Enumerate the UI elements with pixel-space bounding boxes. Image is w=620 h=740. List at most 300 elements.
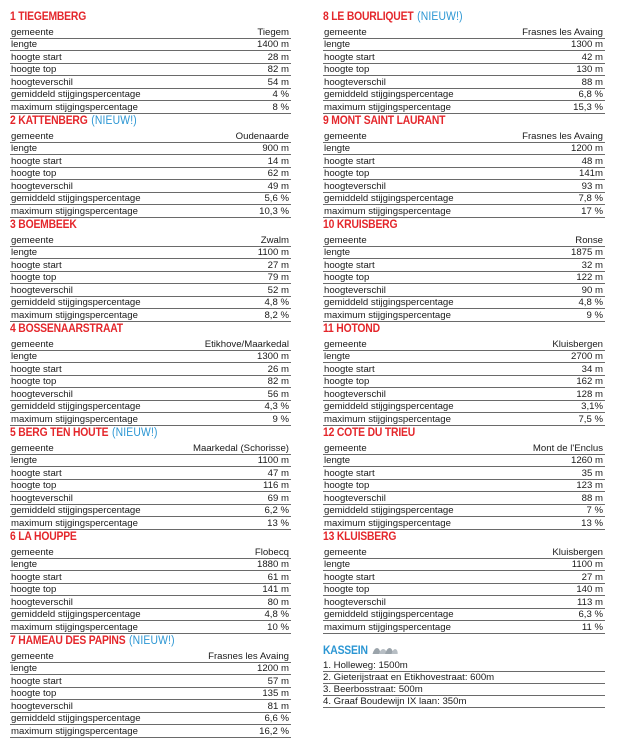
climb-name: COTE DU TRIEU bbox=[336, 427, 416, 439]
stat-label: maximum stijgingspercentage bbox=[324, 517, 451, 529]
stat-value: 8,2 % bbox=[264, 309, 289, 321]
stat-value: Ronse bbox=[575, 234, 603, 246]
stat-label: hoogteverschil bbox=[11, 284, 73, 296]
stat-label: lengte bbox=[324, 455, 351, 466]
stat-label: hoogte start bbox=[11, 51, 62, 63]
stat-row bbox=[10, 338, 291, 351]
stat-row bbox=[323, 284, 605, 297]
stat-row bbox=[323, 39, 605, 52]
climb-number: 13 bbox=[323, 531, 335, 543]
stat-row bbox=[10, 76, 291, 89]
stat-label: gemeente bbox=[11, 234, 54, 246]
stat-value: 82 m bbox=[267, 64, 289, 75]
stat-value: 10 % bbox=[267, 621, 289, 633]
stat-row bbox=[323, 193, 605, 206]
stat-value: 54 m bbox=[267, 76, 289, 88]
stat-value: Frasnes les Avaing bbox=[208, 650, 289, 662]
stat-row bbox=[323, 64, 605, 77]
stat-row bbox=[10, 492, 291, 505]
stat-row bbox=[10, 546, 291, 559]
stat-value: 15,3 % bbox=[573, 101, 603, 113]
stat-value: 16,2 % bbox=[259, 725, 289, 737]
stat-value: 1300 m bbox=[257, 351, 289, 362]
stat-value: 141m bbox=[579, 168, 603, 179]
stat-label: maximum stijgingspercentage bbox=[324, 309, 451, 321]
stat-value: 6,6 % bbox=[264, 713, 289, 724]
stat-row bbox=[10, 584, 291, 597]
stat-row bbox=[323, 259, 605, 272]
climb-name: HAMEAU DES PAPINS bbox=[18, 635, 126, 647]
stat-row bbox=[323, 351, 605, 364]
stat-label: hoogteverschil bbox=[11, 492, 73, 504]
climb-block bbox=[10, 424, 291, 528]
stat-row bbox=[10, 559, 291, 572]
climb-number: 7 bbox=[10, 635, 16, 647]
stat-value: 27 m bbox=[581, 571, 603, 583]
climb-block bbox=[10, 8, 291, 112]
climb-title bbox=[323, 424, 577, 442]
climb-number: 8 bbox=[323, 11, 329, 23]
stat-label: lengte bbox=[324, 247, 351, 258]
climb-number: 5 bbox=[10, 427, 16, 439]
stat-value: 9 % bbox=[586, 309, 603, 321]
stat-value: 2700 m bbox=[571, 351, 603, 362]
stat-label: gemiddeld stijgingspercentage bbox=[11, 713, 141, 724]
stat-label: hoogte start bbox=[324, 155, 375, 167]
climb-block bbox=[323, 528, 605, 632]
stat-row bbox=[323, 26, 605, 39]
stat-row bbox=[323, 168, 605, 181]
stat-label: hoogte start bbox=[324, 259, 375, 271]
cobblestone-icon bbox=[371, 647, 398, 655]
stat-value: 82 m bbox=[267, 376, 289, 387]
stat-label: hoogte top bbox=[11, 376, 57, 387]
stat-label: hoogte top bbox=[11, 584, 57, 595]
climb-name: TIEGEMBERG bbox=[18, 11, 87, 23]
stat-value: 81 m bbox=[267, 700, 289, 712]
stat-row bbox=[10, 467, 291, 480]
stat-value: 13 % bbox=[581, 517, 603, 529]
climb-title bbox=[10, 216, 263, 234]
stat-value: 900 m bbox=[262, 143, 289, 154]
stat-row bbox=[10, 51, 291, 64]
stat-label: hoogte start bbox=[11, 259, 62, 271]
stat-label: maximum stijgingspercentage bbox=[324, 413, 451, 425]
stat-row bbox=[10, 376, 291, 389]
stat-label: gemeente bbox=[11, 442, 54, 454]
stat-value: 11 % bbox=[581, 621, 603, 633]
climb-name: KRUISBERG bbox=[336, 219, 398, 231]
new-badge: (NIEUW!) bbox=[111, 427, 158, 439]
stat-label: hoogteverschil bbox=[324, 388, 386, 400]
stat-value: 140 m bbox=[576, 584, 603, 595]
climb-number: 6 bbox=[10, 531, 16, 543]
stat-row bbox=[10, 388, 291, 401]
climb-title bbox=[10, 424, 263, 442]
kassein-item: 3. Beerbosstraat: 500m bbox=[323, 684, 605, 696]
stat-row bbox=[10, 247, 291, 260]
stat-label: lengte bbox=[11, 247, 38, 258]
stat-value: 1260 m bbox=[571, 455, 603, 466]
stat-row bbox=[323, 180, 605, 193]
climb-name: BERG TEN HOUTE bbox=[18, 427, 109, 439]
stat-label: lengte bbox=[324, 351, 351, 362]
stat-value: 62 m bbox=[267, 168, 289, 179]
stat-row bbox=[10, 351, 291, 364]
stat-value: 80 m bbox=[267, 596, 289, 608]
stat-label: hoogteverschil bbox=[324, 284, 386, 296]
stat-label: gemiddeld stijgingspercentage bbox=[11, 505, 141, 516]
stat-label: hoogteverschil bbox=[11, 76, 73, 88]
stat-row bbox=[10, 234, 291, 247]
stat-label: hoogte top bbox=[324, 584, 370, 595]
stat-row bbox=[323, 76, 605, 89]
stat-row bbox=[10, 89, 291, 102]
stat-value: 88 m bbox=[581, 76, 603, 88]
stat-label: gemeente bbox=[11, 130, 54, 142]
stat-label: maximum stijgingspercentage bbox=[11, 309, 138, 321]
stat-label: gemiddeld stijgingspercentage bbox=[324, 89, 454, 100]
stat-label: hoogteverschil bbox=[11, 388, 73, 400]
stat-label: gemeente bbox=[324, 130, 367, 142]
stat-label: lengte bbox=[11, 39, 38, 50]
stat-value: 9 % bbox=[272, 413, 289, 425]
climb-number: 3 bbox=[10, 219, 16, 231]
right-climbs bbox=[323, 8, 605, 632]
climb-number: 11 bbox=[323, 323, 334, 335]
stat-row bbox=[323, 492, 605, 505]
stat-row bbox=[10, 155, 291, 168]
stat-row bbox=[10, 64, 291, 77]
stat-label: lengte bbox=[324, 559, 351, 570]
stat-row bbox=[323, 621, 605, 634]
stat-row bbox=[10, 193, 291, 206]
new-badge: (NIEUW!) bbox=[417, 11, 463, 23]
kassein-section bbox=[323, 642, 605, 708]
stat-value: 14 m bbox=[267, 155, 289, 167]
stat-row bbox=[323, 505, 605, 518]
stat-value: 35 m bbox=[581, 467, 603, 479]
climb-title bbox=[10, 632, 263, 650]
climb-number: 9 bbox=[323, 115, 329, 127]
stat-row bbox=[323, 143, 605, 156]
stat-row bbox=[323, 401, 605, 414]
stat-value: 135 m bbox=[262, 688, 289, 699]
stat-row bbox=[10, 725, 291, 738]
stat-label: gemeente bbox=[324, 338, 367, 350]
stat-row bbox=[323, 467, 605, 480]
stat-row bbox=[10, 363, 291, 376]
stat-row bbox=[323, 155, 605, 168]
climb-name: LA HOUPPE bbox=[18, 531, 77, 543]
stat-row bbox=[323, 89, 605, 102]
kassein-item: 4. Graaf Boudewijn IX laan: 350m bbox=[323, 696, 605, 708]
stat-row bbox=[10, 571, 291, 584]
stat-value: 17 % bbox=[581, 205, 603, 217]
stat-label: hoogte top bbox=[11, 688, 57, 699]
stat-value: 6,8 % bbox=[578, 89, 603, 100]
climb-title bbox=[10, 320, 263, 338]
stat-label: gemeente bbox=[324, 442, 367, 454]
stat-label: hoogteverschil bbox=[324, 76, 386, 88]
stat-value: 1100 m bbox=[257, 247, 289, 258]
stat-value: 6,3 % bbox=[578, 609, 603, 620]
stat-label: lengte bbox=[11, 143, 38, 154]
stat-value: 128 m bbox=[576, 388, 603, 400]
stat-label: hoogte top bbox=[11, 272, 57, 283]
climb-title bbox=[323, 8, 577, 26]
kassein-item: 1. Holleweg: 1500m bbox=[323, 660, 605, 672]
left-column bbox=[10, 8, 291, 736]
stat-value: Frasnes les Avaing bbox=[522, 130, 603, 142]
stat-label: hoogteverschil bbox=[11, 180, 73, 192]
stat-label: maximum stijgingspercentage bbox=[11, 725, 138, 737]
stat-value: 6,2 % bbox=[264, 505, 289, 516]
stat-label: maximum stijgingspercentage bbox=[324, 101, 451, 113]
stat-label: gemiddeld stijgingspercentage bbox=[11, 89, 141, 100]
stat-label: hoogte start bbox=[11, 467, 62, 479]
stat-label: hoogte start bbox=[11, 155, 62, 167]
stat-value: 4,8 % bbox=[264, 297, 289, 308]
stat-label: lengte bbox=[324, 143, 351, 154]
stat-value: 52 m bbox=[267, 284, 289, 296]
stat-value: 79 m bbox=[267, 272, 289, 283]
stat-row bbox=[323, 363, 605, 376]
stat-row bbox=[323, 584, 605, 597]
climb-title bbox=[323, 112, 577, 130]
climb-name: KLUISBERG bbox=[336, 531, 397, 543]
stat-value: 7 % bbox=[586, 505, 603, 516]
stat-row bbox=[323, 571, 605, 584]
stat-value: Mont de l'Enclus bbox=[532, 442, 603, 454]
stat-label: maximum stijgingspercentage bbox=[11, 205, 138, 217]
stat-label: hoogte start bbox=[11, 571, 62, 583]
stat-row bbox=[323, 546, 605, 559]
kassein-list bbox=[323, 660, 605, 708]
stat-label: gemeente bbox=[11, 338, 54, 350]
stat-row bbox=[10, 26, 291, 39]
stat-value: 1300 m bbox=[571, 39, 603, 50]
climb-number: 12 bbox=[323, 427, 335, 439]
stat-value: 113 m bbox=[577, 596, 603, 608]
climb-number: 4 bbox=[10, 323, 16, 335]
climb-block bbox=[323, 8, 605, 112]
stat-row bbox=[10, 401, 291, 414]
new-badge: (NIEUW!) bbox=[129, 635, 175, 647]
stat-row bbox=[10, 297, 291, 310]
stat-value: 162 m bbox=[576, 376, 603, 387]
stat-label: gemiddeld stijgingspercentage bbox=[11, 401, 141, 412]
stat-row bbox=[10, 609, 291, 622]
stat-label: hoogteverschil bbox=[324, 596, 386, 608]
climb-block bbox=[10, 632, 291, 736]
climb-block bbox=[10, 216, 291, 320]
stat-row bbox=[10, 596, 291, 609]
stat-row bbox=[10, 688, 291, 701]
stat-value: 3,1% bbox=[581, 401, 603, 412]
stat-row bbox=[10, 663, 291, 676]
stat-label: gemiddeld stijgingspercentage bbox=[324, 193, 454, 204]
stat-value: 49 m bbox=[267, 180, 289, 192]
stat-label: gemiddeld stijgingspercentage bbox=[324, 401, 454, 412]
stat-label: hoogte top bbox=[324, 480, 370, 491]
stat-label: gemeente bbox=[11, 650, 54, 662]
stat-value: 88 m bbox=[581, 492, 603, 504]
stat-label: gemiddeld stijgingspercentage bbox=[324, 297, 454, 308]
stat-label: maximum stijgingspercentage bbox=[11, 517, 138, 529]
stat-label: hoogte top bbox=[11, 480, 57, 491]
stat-value: 93 m bbox=[581, 180, 603, 192]
stat-row bbox=[323, 130, 605, 143]
stat-label: gemiddeld stijgingspercentage bbox=[11, 193, 141, 204]
stat-value: 1200 m bbox=[571, 143, 603, 154]
climb-title bbox=[323, 528, 577, 546]
stat-label: hoogte start bbox=[324, 51, 375, 63]
stat-label: hoogte top bbox=[324, 64, 370, 75]
stat-label: hoogte top bbox=[324, 376, 370, 387]
stat-row bbox=[323, 559, 605, 572]
stat-value: 69 m bbox=[267, 492, 289, 504]
stat-value: 26 m bbox=[267, 363, 289, 375]
stat-label: lengte bbox=[11, 351, 38, 362]
climb-title bbox=[323, 320, 577, 338]
stat-row bbox=[10, 700, 291, 713]
stat-value: 4,8 % bbox=[264, 609, 289, 620]
stat-row bbox=[10, 143, 291, 156]
stat-row bbox=[10, 480, 291, 493]
stat-row bbox=[323, 455, 605, 468]
stat-value: 47 m bbox=[267, 467, 289, 479]
climb-block bbox=[323, 320, 605, 424]
stat-label: gemiddeld stijgingspercentage bbox=[324, 505, 454, 516]
stat-value: 1100 m bbox=[257, 455, 289, 466]
stat-label: maximum stijgingspercentage bbox=[324, 205, 451, 217]
stat-label: hoogte start bbox=[324, 467, 375, 479]
climb-block bbox=[323, 216, 605, 320]
stat-label: lengte bbox=[11, 559, 38, 570]
stat-row bbox=[323, 480, 605, 493]
stat-value: 4,3 % bbox=[264, 401, 289, 412]
kassein-title-text: KASSEIN bbox=[323, 645, 368, 657]
stat-row bbox=[10, 713, 291, 726]
stat-label: gemeente bbox=[11, 546, 54, 558]
climb-number: 1 bbox=[10, 11, 16, 23]
climb-block bbox=[10, 320, 291, 424]
stat-value: 141 m bbox=[262, 584, 289, 595]
stat-value: 8 % bbox=[272, 101, 289, 113]
stat-value: 116 m bbox=[263, 480, 289, 491]
stat-value: 10,3 % bbox=[259, 205, 289, 217]
stat-value: 4 % bbox=[272, 89, 289, 100]
stat-value: Etikhove/Maarkedal bbox=[204, 338, 289, 350]
stat-row bbox=[323, 247, 605, 260]
stat-row bbox=[10, 675, 291, 688]
stat-label: hoogte top bbox=[324, 168, 370, 179]
stat-value: 130 m bbox=[576, 64, 603, 75]
stat-label: gemiddeld stijgingspercentage bbox=[11, 297, 141, 308]
stat-value: 123 m bbox=[576, 480, 603, 491]
climb-title bbox=[323, 216, 577, 234]
climb-title bbox=[10, 528, 263, 546]
stat-value: 1100 m bbox=[571, 559, 603, 570]
stat-value: 13 % bbox=[267, 517, 289, 529]
stat-label: hoogte start bbox=[324, 363, 375, 375]
stat-value: 42 m bbox=[581, 51, 603, 63]
stat-row bbox=[323, 609, 605, 622]
stat-value: 4,8 % bbox=[578, 297, 603, 308]
climb-block bbox=[323, 424, 605, 528]
stat-row bbox=[10, 130, 291, 143]
stat-row bbox=[10, 272, 291, 285]
stat-row bbox=[10, 650, 291, 663]
stat-row bbox=[323, 376, 605, 389]
stat-label: hoogte start bbox=[324, 571, 375, 583]
stat-row bbox=[10, 505, 291, 518]
climb-title bbox=[10, 8, 263, 26]
stat-row bbox=[323, 596, 605, 609]
stat-label: hoogteverschil bbox=[324, 492, 386, 504]
kassein-title bbox=[323, 642, 577, 660]
stat-value: 122 m bbox=[576, 272, 603, 283]
stat-value: 7,8 % bbox=[578, 193, 603, 204]
stat-label: maximum stijgingspercentage bbox=[11, 621, 138, 633]
stat-label: hoogte top bbox=[11, 64, 57, 75]
kassein-item: 2. Gieterijstraat en Etikhovestraat: 600m bbox=[323, 672, 605, 684]
stat-value: Maarkedal (Schorisse) bbox=[193, 442, 289, 454]
stat-value: 48 m bbox=[581, 155, 603, 167]
climb-number: 2 bbox=[10, 115, 16, 127]
climb-name: HOTOND bbox=[336, 323, 380, 335]
climb-name: KATTENBERG bbox=[18, 115, 88, 127]
stat-value: 32 m bbox=[581, 259, 603, 271]
stat-row bbox=[10, 455, 291, 468]
stat-value: 61 m bbox=[267, 571, 289, 583]
stat-row bbox=[323, 234, 605, 247]
stat-label: lengte bbox=[11, 455, 38, 466]
stat-value: 5,6 % bbox=[264, 193, 289, 204]
stat-label: maximum stijgingspercentage bbox=[324, 621, 451, 633]
stat-label: gemeente bbox=[11, 26, 54, 38]
climb-block bbox=[10, 528, 291, 632]
stat-row bbox=[10, 180, 291, 193]
stat-label: hoogte top bbox=[324, 272, 370, 283]
stat-value: Zwalm bbox=[260, 234, 289, 246]
stat-row bbox=[323, 297, 605, 310]
stat-label: gemiddeld stijgingspercentage bbox=[324, 609, 454, 620]
stat-value: 34 m bbox=[581, 363, 603, 375]
climb-block bbox=[10, 112, 291, 216]
stat-row bbox=[10, 39, 291, 52]
stat-value: Tiegem bbox=[257, 26, 289, 38]
stat-row bbox=[323, 272, 605, 285]
right-column bbox=[323, 8, 605, 708]
climb-name: BOSSENAARSTRAAT bbox=[18, 323, 123, 335]
stat-value: 1880 m bbox=[257, 559, 289, 570]
stat-value: 1875 m bbox=[571, 247, 603, 258]
stat-row bbox=[10, 284, 291, 297]
stat-label: hoogteverschil bbox=[324, 180, 386, 192]
stat-label: hoogte start bbox=[11, 675, 62, 687]
stat-label: maximum stijgingspercentage bbox=[11, 413, 138, 425]
stat-row bbox=[323, 388, 605, 401]
stat-value: Flobecq bbox=[254, 546, 289, 558]
climb-name: LE BOURLIQUET bbox=[331, 11, 414, 23]
stat-value: 90 m bbox=[581, 284, 603, 296]
stat-row bbox=[10, 259, 291, 272]
stat-value: 7,5 % bbox=[578, 413, 603, 425]
stat-label: lengte bbox=[324, 39, 351, 50]
stat-label: gemeente bbox=[324, 546, 367, 558]
